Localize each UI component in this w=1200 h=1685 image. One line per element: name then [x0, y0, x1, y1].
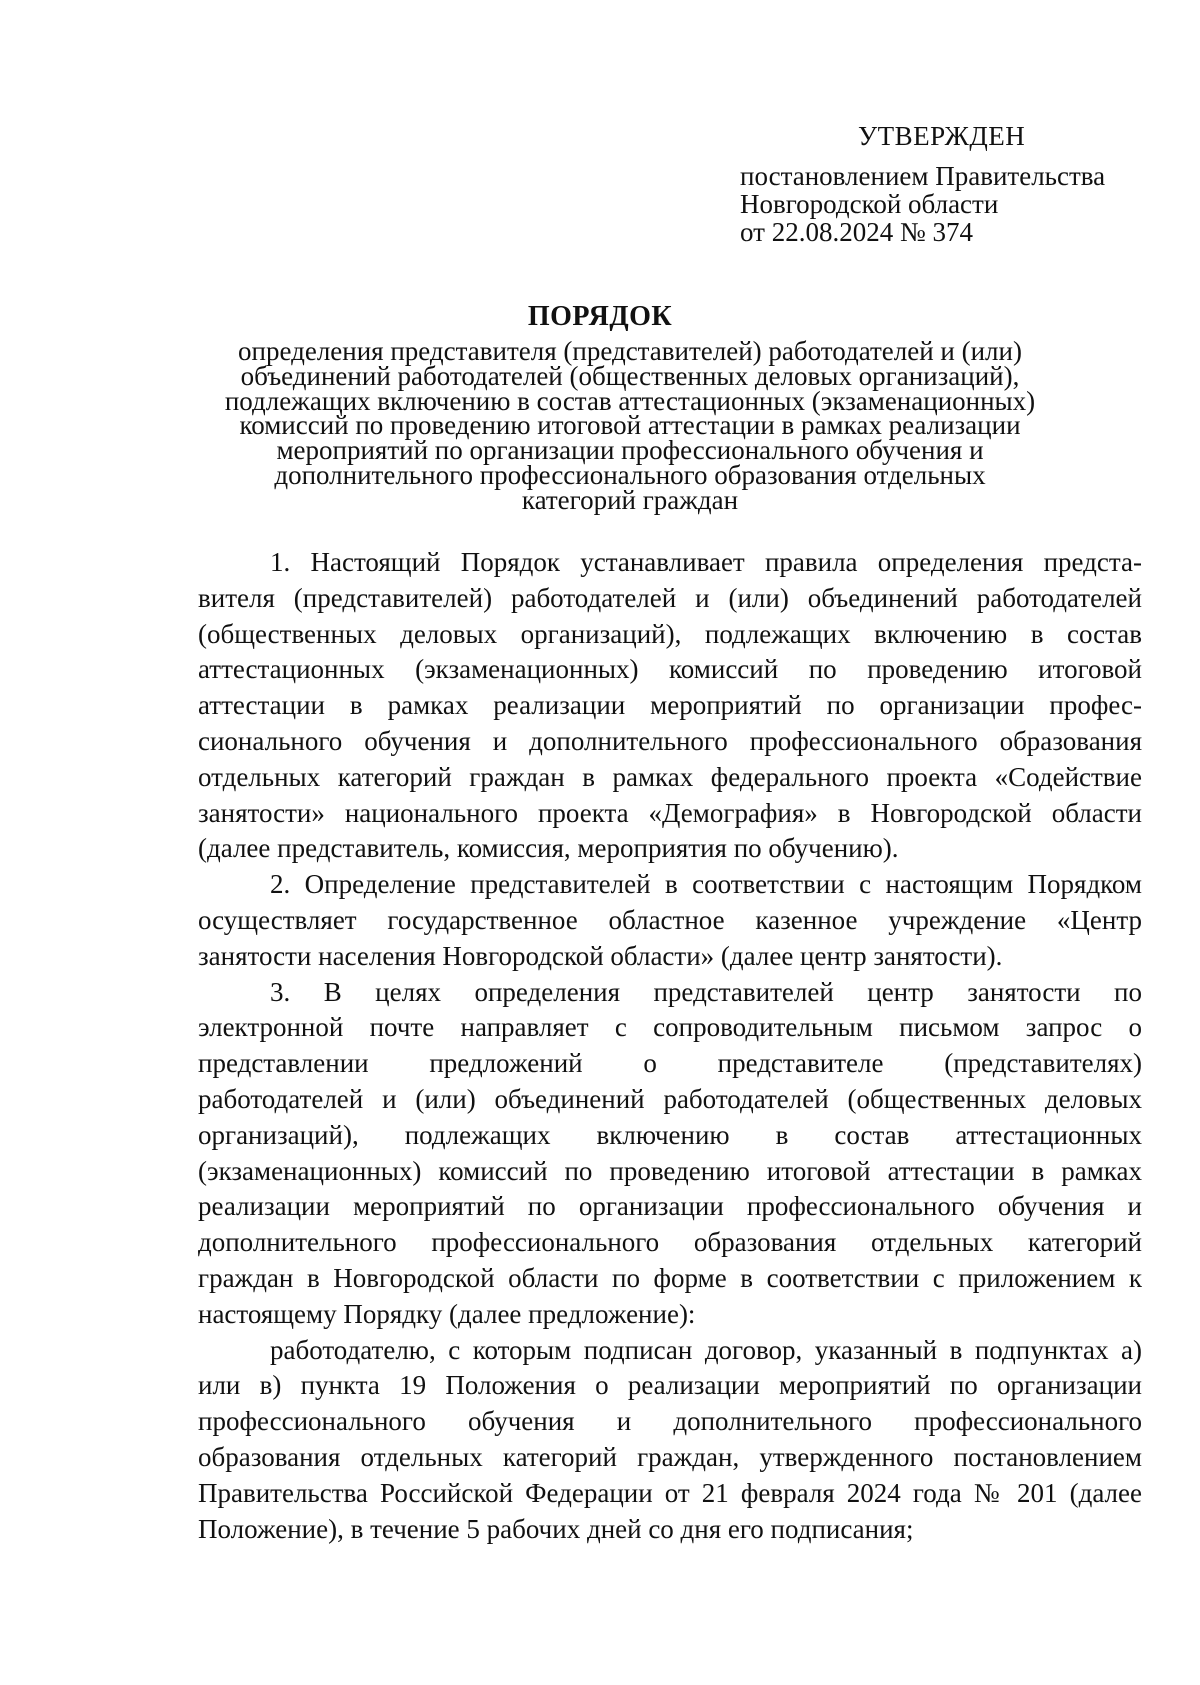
- approval-line-1: постановлением Правительства: [740, 161, 1106, 191]
- paragraph-line: граждан в Новгородской области по форме в соответствии с приложением к: [198, 1262, 1142, 1293]
- subtitle-line: комиссий по проведению итоговой аттестации в рамках реализации: [239, 410, 1021, 441]
- approval-stamp: УТВЕРЖДЕН: [858, 121, 1026, 151]
- subtitle-line: подлежащих включению в состав аттестационных (экзаменационных): [224, 385, 1036, 416]
- paragraph-line: (общественных деловых организаций), подлежащих включению в состав: [198, 618, 1142, 649]
- paragraph-line: профессионального обучения и дополнительного профессионального: [198, 1406, 1142, 1437]
- subtitle-line: объединений работодателей (общественных деловых организаций),: [240, 360, 1020, 391]
- paragraph-line: аттестационных (экзаменационных) комиссий по проведению итоговой: [198, 654, 1142, 685]
- approval-line-3: от 22.08.2024 № 374: [740, 217, 973, 247]
- document-body: [198, 545, 1142, 1547]
- approval-line-2: Новгородской области: [740, 189, 999, 219]
- paragraph-4: [198, 1333, 1142, 1548]
- subtitle-line: определения представителя (представителей) работодателей и (или): [238, 336, 1022, 366]
- document-subtitle: [180, 336, 1080, 515]
- paragraph-line: 2. Определение представителей в соответствии с настоящим Порядком: [270, 869, 1142, 900]
- paragraph-line: сионального обучения и дополнительного профессионального образования: [198, 725, 1142, 756]
- document-title: ПОРЯДОК: [527, 301, 673, 332]
- paragraph-3: [198, 975, 1142, 1333]
- paragraph-line: образования отдельных категорий граждан, утвержденного постановлением: [198, 1441, 1142, 1472]
- approval-block: [740, 122, 1170, 246]
- paragraph-line: вителя (представителей) работодателей и (или) объединений работодателей: [198, 582, 1142, 613]
- paragraph-line: осуществляет государственное областное казенное учреждение «Центр: [198, 904, 1142, 935]
- paragraph-line: организаций), подлежащих включению в состав аттестационных: [198, 1119, 1142, 1150]
- paragraph-line: 1. Настоящий Порядок устанавливает правила определения предста-: [270, 547, 1142, 577]
- paragraph-line: работодателю, с которым подписан договор, указанный в подпунктах а): [270, 1334, 1142, 1365]
- paragraph-line: электронной почте направляет с сопроводительным письмом запрос о: [198, 1012, 1142, 1043]
- paragraph-line: занятости населения Новгородской области» (далее центр занятости).: [198, 940, 1003, 971]
- paragraph-2: [198, 867, 1142, 974]
- paragraph-line: дополнительного профессионального образования отдельных категорий: [198, 1227, 1142, 1258]
- paragraph-line: отдельных категорий граждан в рамках федерального проекта «Содействие: [198, 761, 1142, 792]
- paragraph-line: Положение), в течение 5 рабочих дней со дня его подписания;: [198, 1513, 914, 1544]
- paragraph-line: (экзаменационных) комиссий по проведению итоговой аттестации в рамках: [198, 1155, 1142, 1186]
- paragraph-1: [198, 545, 1142, 867]
- paragraph-line: занятости» национального проекта «Демография» в Новгородской области: [198, 797, 1142, 828]
- paragraph-line: работодателей и (или) объединений работодателей (общественных деловых: [198, 1083, 1142, 1114]
- paragraph-line: Правительства Российской Федерации от 21 февраля 2024 года № 201 (далее: [198, 1477, 1142, 1508]
- paragraph-line: аттестации в рамках реализации мероприятий по организации профес-: [198, 690, 1142, 721]
- subtitle-line: мероприятий по организации профессионального обучения и: [276, 435, 984, 466]
- paragraph-line: реализации мероприятий по организации профессионального обучения и: [198, 1191, 1142, 1222]
- paragraph-line: 3. В целях определения представителей центр занятости по: [270, 976, 1142, 1007]
- subtitle-line: категорий граждан: [521, 484, 739, 515]
- paragraph-line: настоящему Порядку (далее предложение):: [198, 1298, 696, 1329]
- paragraph-line: или в) пункта 19 Положения о реализации мероприятий по организации: [198, 1370, 1142, 1401]
- paragraph-line: (далее представитель, комиссия, мероприятия по обучению).: [198, 833, 899, 864]
- paragraph-line: представлении предложений о представителе (представителях): [198, 1048, 1142, 1079]
- subtitle-line: дополнительного профессионального образования отдельных: [274, 459, 986, 490]
